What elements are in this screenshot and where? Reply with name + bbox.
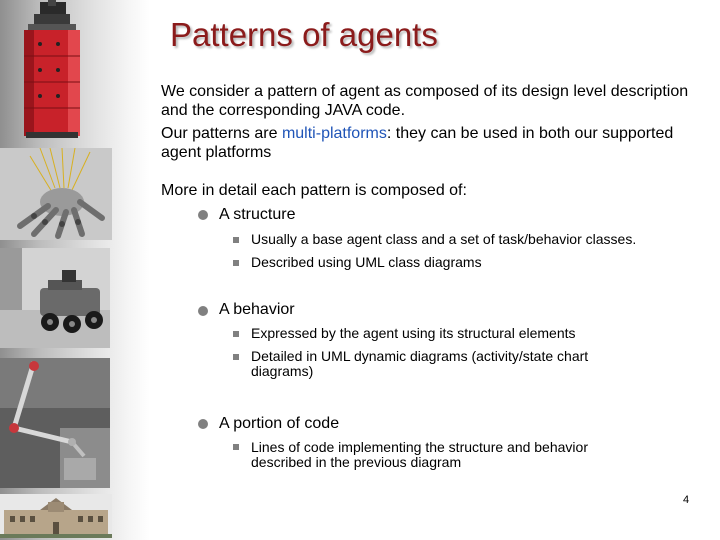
subitem-behavior-1: Expressed by the agent using its structural elements	[251, 325, 576, 341]
bullet-square	[233, 444, 239, 450]
bullet-square	[233, 354, 239, 360]
page-number: 4	[683, 494, 690, 506]
subitem-structure-2: Described using UML class diagrams	[251, 254, 482, 270]
robotic-arm-image	[0, 358, 110, 488]
subitem-structure-1: Usually a base agent class and a set of task/behavior classes.	[251, 231, 637, 247]
robot-hand-image	[0, 148, 112, 240]
bullet-square	[233, 237, 239, 243]
bullet-dot	[198, 306, 208, 316]
item-code: A portion of code	[219, 415, 340, 432]
platforms-suffix: : they can be used in both our supported agent platforms	[161, 125, 674, 161]
lead-paragraph: More in detail each pattern is composed of:	[161, 182, 467, 199]
platforms-paragraph	[161, 124, 706, 162]
bullet-square	[233, 331, 239, 337]
bullet-dot	[198, 210, 208, 220]
item-behavior: A behavior	[219, 301, 295, 318]
subitem-behavior-2: Detailed in UML dynamic diagrams (activity/state chart diagrams)	[251, 348, 589, 379]
image-sidebar	[0, 0, 150, 540]
mobile-rover-image	[0, 248, 110, 348]
multi-platforms-term: multi-platforms	[281, 125, 387, 142]
bullet-square	[233, 260, 239, 266]
red-robot-image	[18, 0, 84, 140]
building-image	[0, 494, 112, 538]
subitem-code-1: Lines of code implementing the structure and behavior described in the previous diagram	[251, 439, 588, 470]
intro-paragraph: We consider a pattern of agent as composed of its design level description and the corresponding JAVA code.	[161, 83, 689, 119]
platforms-prefix: Our patterns are	[161, 125, 282, 142]
slide-title: Patterns of agents	[170, 16, 438, 53]
bullet-dot	[198, 419, 208, 429]
item-structure: A structure	[219, 206, 296, 223]
